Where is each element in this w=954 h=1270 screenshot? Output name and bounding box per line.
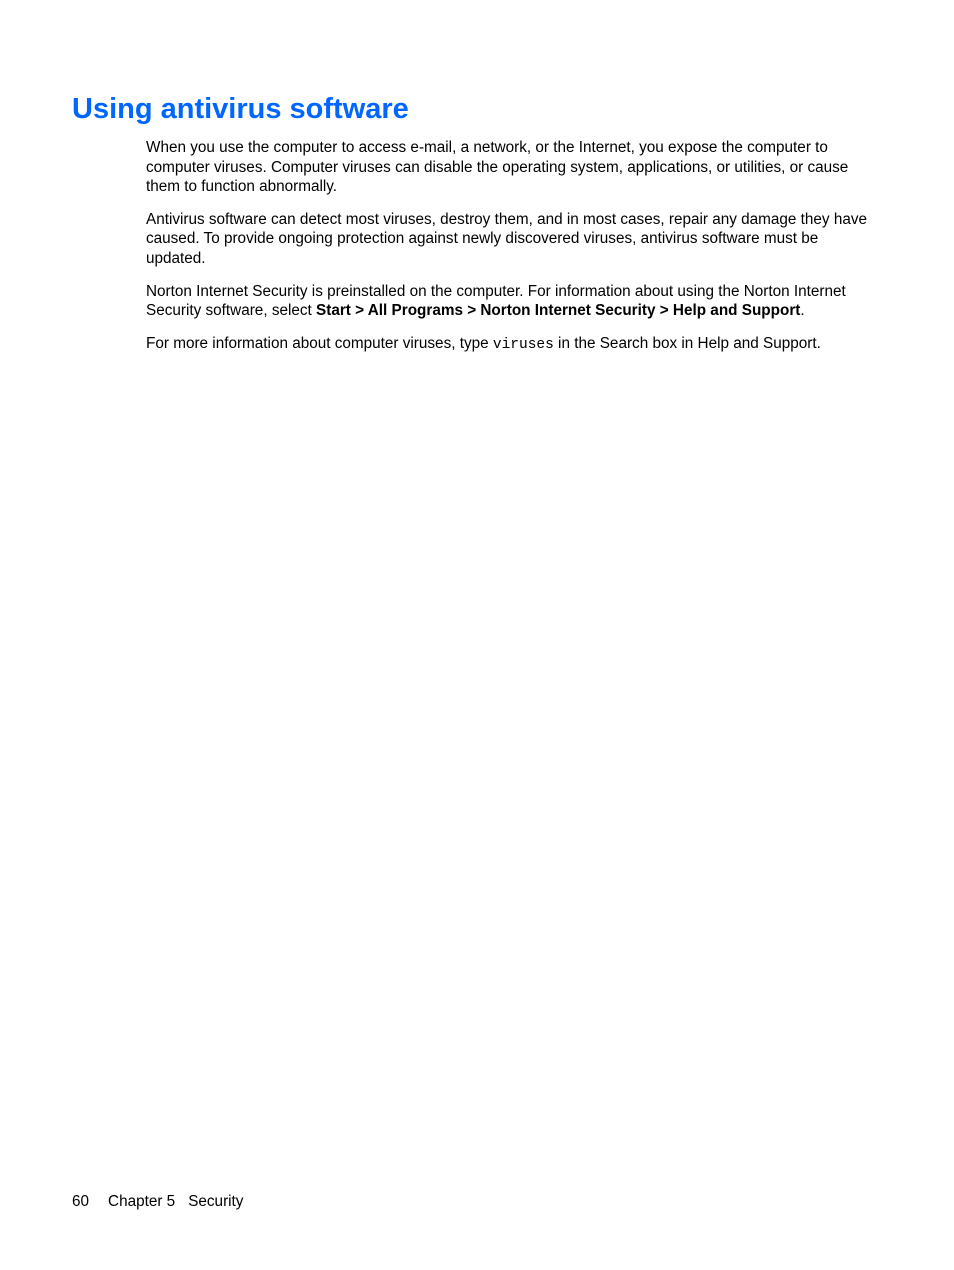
paragraph-more-info	[146, 334, 876, 356]
norton-info-text: Norton Internet Security is preinstalled on the computer. For information about using the Norton Internet Security software, select	[146, 282, 846, 320]
section-heading: Using antivirus software	[72, 93, 409, 125]
more-info-suffix: in the Search box in Help and Support.	[553, 334, 821, 352]
paragraph-norton-info	[146, 282, 876, 321]
page-footer	[72, 1192, 243, 1212]
search-term-code: viruses	[492, 336, 554, 353]
body-text	[146, 138, 876, 368]
paragraph-antivirus-function: Antivirus software can detect most viruses, destroy them, and in most cases, repair any damage they have caused. To provide ongoing protection against newly discovered viruses, antivirus software must be updated.	[146, 210, 867, 267]
chapter-label: Chapter 5	[108, 1193, 176, 1210]
menu-path: Start > All Programs > Norton Internet Security > Help and Support	[316, 302, 801, 320]
page-number: 60	[72, 1193, 90, 1210]
norton-info-suffix: .	[800, 302, 805, 320]
paragraph-virus-exposure: When you use the computer to access e-mail, a network, or the Internet, you expose the computer to computer viruses. Computer viruses can disable the operating system, applications, or utilities, or cause them to function abnormally.	[146, 139, 849, 196]
section-label: Security	[188, 1193, 244, 1210]
more-info-text: For more information about computer viruses, type	[146, 334, 493, 352]
